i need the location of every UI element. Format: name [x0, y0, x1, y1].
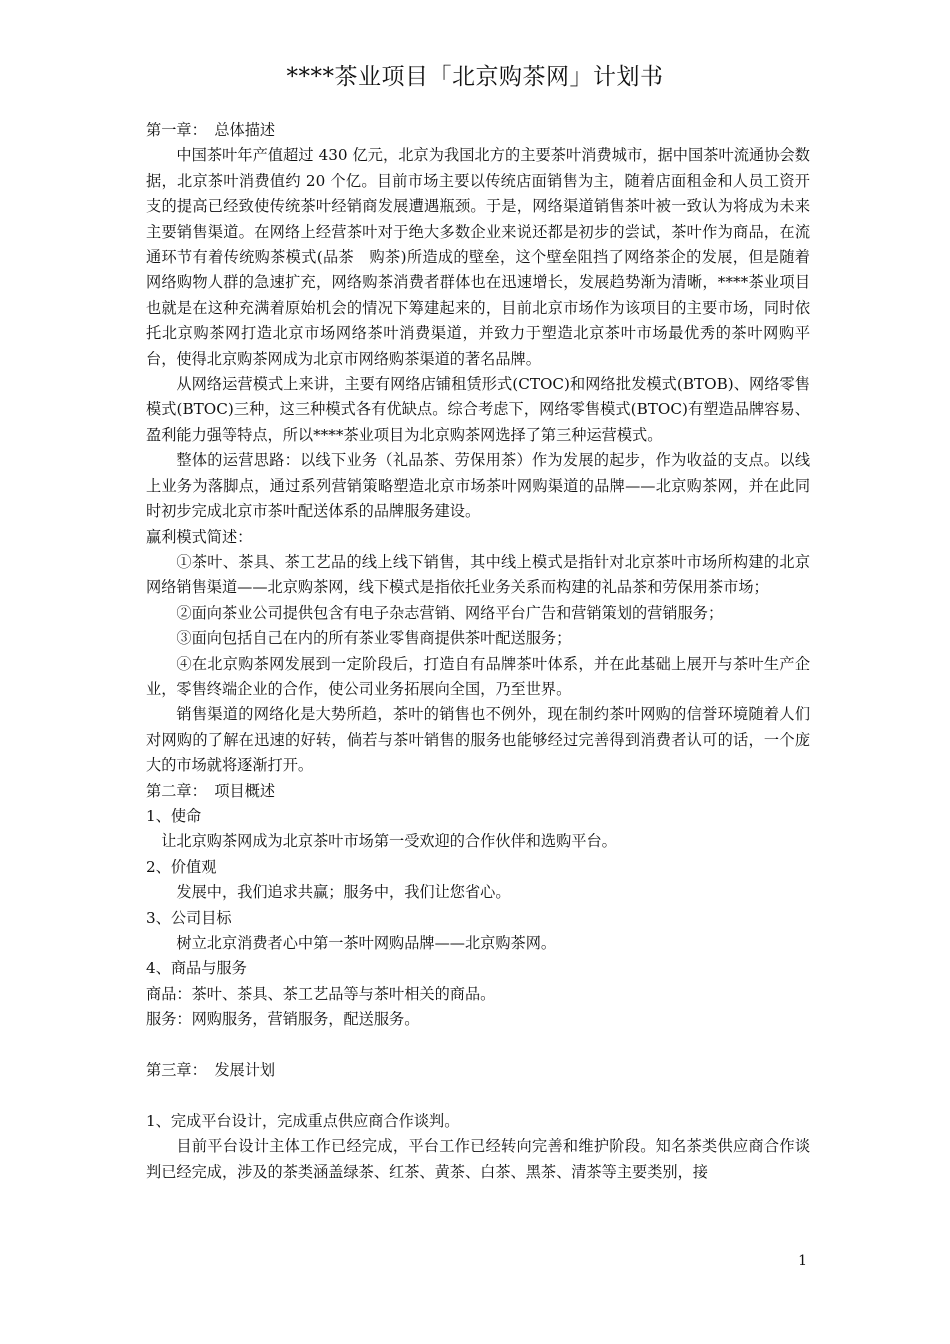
paragraph: 发展中，我们追求共赢；服务中，我们让您省心。 — [176, 883, 511, 902]
text-line: 第三章： 发展计划 — [146, 1061, 276, 1080]
paragraph: 从网络运营模式上来讲，主要有网络店铺租赁形式(CTOC)和网络批发模式(BTOB)、网络零售模式(BTOC)三种，这三种模式各有优缺点。综合考虑下，网络零售模式(BTOC)有塑造品牌容易、盈利能力强等特点，所以****茶业项目为北京购茶网选择了第三种运营模式。 — [146, 375, 810, 444]
text-line: 第一章： 总体描述 — [146, 121, 276, 139]
text-line: 3、公司目标 — [146, 908, 232, 927]
document-title: ****茶业项目「北京购茶网」计划书 — [286, 64, 664, 90]
text-line: 2、价值观 — [146, 857, 217, 876]
text-line: 4、商品与服务 — [146, 959, 247, 978]
paragraph: ③面向包括自己在内的所有茶业零售商提供茶叶配送服务； — [176, 629, 572, 648]
paragraph: 树立北京消费者心中第一茶叶网购品牌——北京购茶网。 — [176, 934, 557, 952]
text-line: 服务：网购服务，营销服务，配送服务。 — [146, 1010, 420, 1029]
paragraph: 中国茶叶年产值超过 430 亿元，北京为我国北方的主要茶叶消费城市，据中国茶叶流通协会数据，北京茶叶消费值约 20 个亿。目前市场主要以传统店面销售为主，随着店面租金和人员工资开支的提高已经致使传统茶叶经销商发展遭遇瓶颈。于是，网络渠道销售茶叶被一致认为将成为未来主要销售渠道。在网络上经营茶叶对于绝大多数企业来说还都是初步的尝试，茶叶作为商品，在流通环节有着传统购茶模式(品茶 购茶)所造成的壁垒，这个壁垒阻挡了网络茶企的发展，但是随着网络购物人群的急速扩充，网络购茶消费者群体也在迅速增长，发展趋势渐为清晰，****茶业项目也就是在这种充满着原始机会的情况下筹建起来的，目前北京市场作为该项目的主要市场，同时依托北京购茶网打造北京市场网络茶叶消费渠道，并致力于塑造北京茶叶市场最优秀的茶叶网购平台，使得北京购茶网成为北京市网络购茶渠道的著名品牌。 — [146, 146, 810, 368]
blank-line — [146, 1033, 810, 1058]
document-body — [146, 118, 810, 1185]
text-line: 1、完成平台设计，完成重点供应商合作谈判。 — [146, 1111, 460, 1130]
paragraph: ①茶叶、茶具、茶工艺品的线上线下销售，其中线上模式是指针对北京茶叶市场所构建的北京网络销售渠道——北京购茶网，线下模式是指依托业务关系而构建的礼品茶和劳保用茶市场； — [146, 552, 810, 597]
page-number: 1 — [798, 1253, 807, 1269]
text-line: 1、使命 — [146, 806, 202, 825]
paragraph: ②面向茶业公司提供包含有电子杂志营销、网络平台广告和营销策划的营销服务； — [176, 603, 724, 622]
paragraph: 整体的运营思路：以线下业务（礼品茶、劳保用茶）作为发展的起步，作为收益的支点。以线上业务为落脚点，通过系列营销策略塑造北京市场茶叶网购渠道的品牌——北京购茶网，并在此同时初步完成北京市茶叶配送体系的品牌服务建设。 — [146, 451, 810, 521]
blank-line — [146, 1083, 810, 1108]
paragraph: ④在北京购茶网发展到一定阶段后，打造自有品牌茶叶体系，并在此基础上展开与茶叶生产企业，零售终端企业的合作，使公司业务拓展向全国，乃至世界。 — [146, 654, 810, 698]
paragraph: 销售渠道的网络化是大势所趋，茶叶的销售也不例外，现在制约茶叶网购的信誉环境随着人们对网购的了解在迅速的好转，倘若与茶叶销售的服务也能够经过完善得到消费者认可的话，一个庞大的市场就将逐渐打开。 — [146, 705, 810, 775]
text-line: 赢利模式简述： — [146, 527, 253, 546]
paragraph: 目前平台设计主体工作已经完成，平台工作已经转向完善和维护阶段。知名茶类供应商合作谈判已经完成，涉及的茶类涵盖绿茶、红茶、黄茶、白茶、黑茶、清茶等主要类别，接 — [146, 1137, 810, 1181]
text-line: 第二章： 项目概述 — [146, 781, 276, 800]
text-line: 商品：茶叶、茶具、茶工艺品等与茶叶相关的商品。 — [146, 984, 496, 1003]
paragraph: 让北京购茶网成为北京茶叶市场第一受欢迎的合作伙伴和选购平台。 — [161, 832, 617, 851]
